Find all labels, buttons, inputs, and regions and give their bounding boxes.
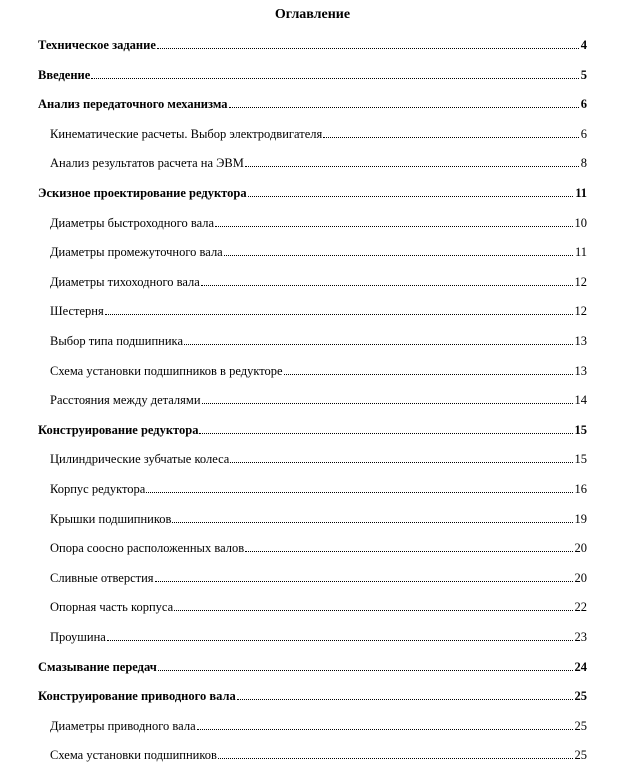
- toc-entry-page-number: 11: [574, 245, 587, 260]
- toc-entry-page-number: 8: [580, 156, 587, 171]
- toc-entry-page-number: 15: [574, 422, 587, 437]
- toc-entry[interactable]: [50, 539, 587, 555]
- toc-entry-label: Выбор типа подшипника: [50, 334, 183, 348]
- dot-leader: [230, 462, 572, 463]
- dot-leader: [107, 640, 573, 641]
- toc-entry[interactable]: [38, 184, 587, 200]
- toc-entry-label: Крышки подшипников: [50, 511, 172, 526]
- toc-entry[interactable]: [50, 302, 587, 318]
- toc-entry-label: Конструирование редуктора: [38, 422, 199, 437]
- toc-entry-page-number: 19: [574, 511, 587, 526]
- toc-entry-page-number: 20: [574, 541, 587, 556]
- toc-entry[interactable]: [50, 125, 587, 141]
- dot-leader: [172, 522, 572, 523]
- toc-entry[interactable]: [50, 154, 587, 170]
- toc-entry[interactable]: [38, 658, 587, 674]
- toc-entry-label: Сливные отверстия: [50, 570, 154, 585]
- toc-entry-page-number: 13: [574, 363, 587, 378]
- toc-entry-page-number: 6: [580, 97, 587, 112]
- toc-entry[interactable]: [50, 243, 587, 259]
- toc-entry-label: Эскизное проектирование редуктора: [38, 186, 247, 200]
- dot-leader: [245, 551, 572, 552]
- dot-leader: [224, 255, 573, 256]
- dot-leader: [245, 166, 579, 167]
- toc-entry-page-number: 25: [574, 718, 587, 733]
- toc-entry[interactable]: [38, 66, 587, 82]
- toc-entry[interactable]: [50, 391, 587, 407]
- dot-leader: [91, 78, 578, 79]
- toc-entry-label: Корпус редуктора: [50, 482, 146, 496]
- toc-entry[interactable]: [38, 687, 587, 703]
- toc-entry-page-number: 6: [580, 126, 587, 141]
- toc-entry-page-number: 12: [574, 304, 587, 319]
- dot-leader: [197, 729, 573, 730]
- dot-leader: [201, 285, 573, 286]
- dot-leader: [105, 314, 573, 315]
- toc-entry[interactable]: [38, 36, 587, 52]
- toc-entry-label: Введение: [38, 67, 91, 82]
- toc-entry[interactable]: [50, 510, 587, 526]
- toc-entry[interactable]: [50, 273, 587, 289]
- dot-leader: [229, 107, 579, 108]
- toc-entry[interactable]: [38, 421, 587, 437]
- toc-entry-page-number: 15: [574, 452, 587, 467]
- toc-entry-page-number: 23: [574, 630, 587, 644]
- toc-entry-page-number: 12: [574, 274, 587, 289]
- toc-entry-label: Диаметры тихоходного вала: [50, 274, 200, 289]
- toc-entry[interactable]: [50, 480, 587, 496]
- toc-entry-page-number: 4: [580, 38, 587, 52]
- toc-entry-page-number: 11: [575, 186, 587, 200]
- toc-entry-label: Анализ результатов расчета на ЭВМ: [50, 156, 244, 171]
- page-title: Оглавление: [274, 7, 351, 22]
- toc-entry[interactable]: [50, 628, 587, 644]
- toc-entry[interactable]: [50, 214, 587, 230]
- dot-leader: [215, 226, 572, 227]
- dot-leader: [199, 433, 572, 434]
- toc-entry[interactable]: [50, 450, 587, 466]
- toc-entry-label: Цилиндрические зубчатые колеса: [50, 452, 230, 467]
- toc-entry-label: Диаметры приводного вала: [50, 718, 196, 733]
- toc-entry-label: Техническое задание: [38, 38, 156, 52]
- toc-entry-page-number: 10: [574, 215, 587, 230]
- toc-entry[interactable]: [38, 95, 587, 111]
- dot-leader: [284, 374, 573, 375]
- dot-leader: [184, 344, 573, 345]
- toc-entry[interactable]: [50, 717, 587, 733]
- toc-entry-page-number: 16: [574, 482, 587, 496]
- toc-entry-page-number: 25: [574, 748, 587, 763]
- toc-entry-page-number: 25: [574, 689, 587, 704]
- toc-entry-page-number: 13: [574, 334, 587, 348]
- dot-leader: [218, 758, 573, 759]
- dot-leader: [323, 137, 579, 138]
- toc-entry-label: Проушина: [50, 630, 106, 644]
- dot-leader: [174, 610, 572, 611]
- toc-entry-page-number: 14: [574, 393, 587, 408]
- dot-leader: [146, 492, 572, 493]
- toc-entry-label: Схема установки подшипников: [50, 748, 217, 763]
- toc-entry[interactable]: [50, 362, 587, 378]
- dot-leader: [155, 581, 573, 582]
- toc-entry-label: Смазывание передач: [38, 659, 157, 674]
- toc-entry-label: Опора соосно расположенных валов: [50, 541, 245, 556]
- toc-entry-label: Схема установки подшипников в редукторе: [50, 363, 283, 378]
- toc-entry-label: Конструирование приводного вала: [38, 689, 236, 704]
- toc-entry-page-number: 5: [580, 67, 587, 82]
- toc-entry-label: Опорная часть корпуса: [50, 600, 174, 615]
- dot-leader: [248, 196, 574, 197]
- dot-leader: [202, 403, 573, 404]
- dot-leader: [158, 670, 573, 671]
- toc-entry-label: Диаметры быстроходного вала: [50, 215, 215, 230]
- toc-entry-page-number: 24: [574, 659, 587, 674]
- dot-leader: [237, 699, 573, 700]
- toc-entry-label: Шестерня: [50, 304, 104, 319]
- toc-entry[interactable]: [50, 746, 587, 762]
- toc-entry[interactable]: [50, 332, 587, 348]
- toc-entry-label: Диаметры промежуточного вала: [50, 245, 223, 260]
- toc-entry-label: Кинематические расчеты. Выбор электродвигателя: [50, 126, 323, 141]
- toc-entry[interactable]: [50, 598, 587, 614]
- toc-entry-page-number: 20: [574, 570, 587, 585]
- toc-entry-label: Расстояния между деталями: [50, 393, 201, 408]
- toc-entry-page-number: 22: [574, 600, 587, 615]
- toc-entry[interactable]: [50, 569, 587, 585]
- dot-leader: [157, 48, 579, 49]
- toc-entry-label: Анализ передаточного механизма: [38, 97, 228, 112]
